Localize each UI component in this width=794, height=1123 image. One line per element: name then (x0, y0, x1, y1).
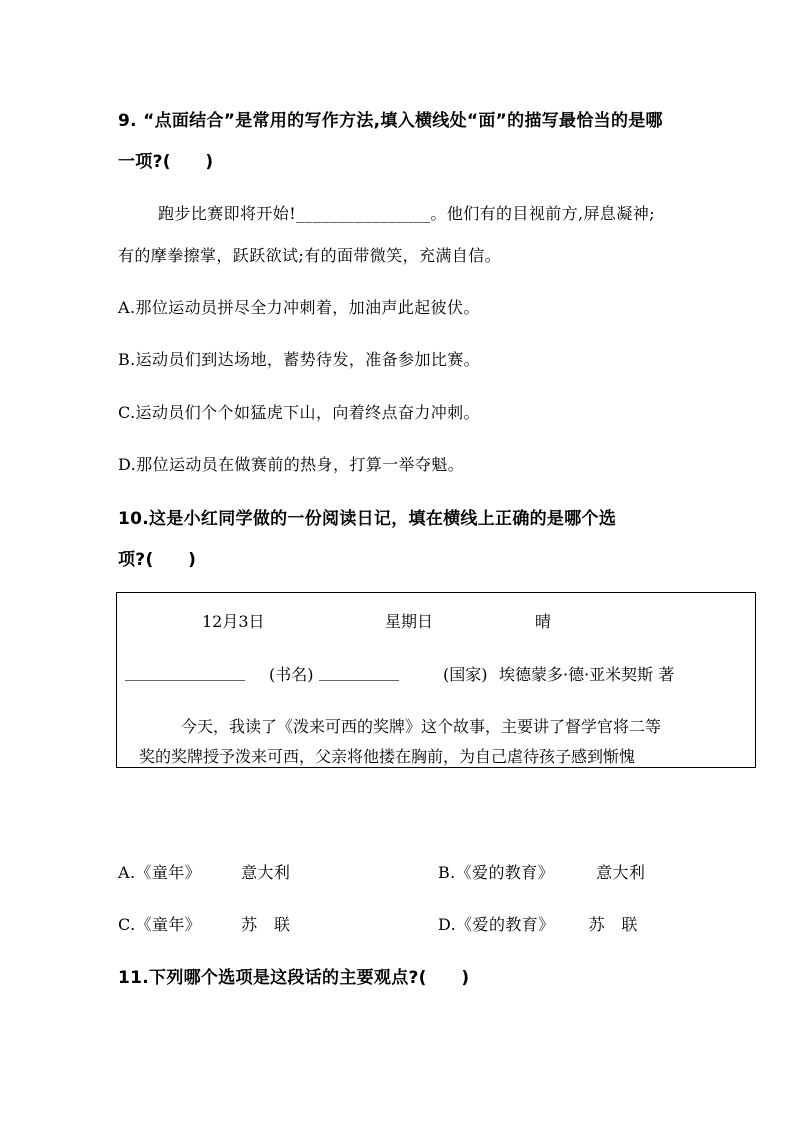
q10-option-d (438, 912, 638, 935)
diary-weekday: 星期日 (385, 612, 434, 631)
q10-option-b-letter: B. (438, 863, 456, 882)
q10-option-b-country: 意大利 (596, 863, 646, 882)
q9-option-c: C.运动员们个个如猛虎下山，向着终点奋力冲刺。 (118, 403, 480, 422)
q10-option-c-letter: C. (118, 915, 136, 934)
diary-body-line1: 今天，我读了《泼来可西的奖牌》这个故事，主要讲了督学官将二等 (181, 717, 662, 736)
q9-option-d: D.那位运动员在做赛前的热身，打算一举夺魁。 (118, 455, 465, 474)
q10-option-b-book: 《爱的教育》 (455, 863, 555, 882)
diary-date: 12月3日 (202, 612, 265, 631)
q10-option-c-country: 苏 联 (241, 915, 291, 934)
q10-option-c (118, 912, 290, 935)
q10-option-a (118, 860, 290, 883)
q10-option-c-book: 《童年》 (135, 915, 202, 934)
diary-body-line2: 奖的奖牌授予泼来可西，父亲将他搂在胸前，为自己虐待孩子感到惭愧 (139, 747, 636, 766)
q9-stem-line2: 一项?( ) (118, 152, 214, 172)
q10-option-a-country: 意大利 (241, 863, 291, 882)
diary-blank-book: _______________ (125, 662, 245, 681)
q10-option-d-country: 苏 联 (588, 915, 638, 934)
q9-passage-line2: 有的摩拳擦掌，跃跃欲试;有的面带微笑，充满自信。 (118, 246, 501, 265)
q10-option-d-book: 《爱的教育》 (456, 915, 555, 934)
q9-stem-line1: 9. “点面结合”是常用的写作方法,填入横线处“面”的描写最恰当的是哪 (118, 111, 663, 131)
q10-stem-line2: 项?( ) (118, 550, 197, 570)
q9-option-a: A.那位运动员拼尽全力冲刺着，加油声此起彼伏。 (118, 298, 480, 317)
q9-passage-line1: 跑步比赛即将开始!________________。他们有的目视前方,屏息凝神; (158, 204, 655, 223)
q10-option-b (438, 860, 645, 883)
q9-option-b: B.运动员们到达场地，蓄势待发，准备参加比赛。 (118, 350, 481, 369)
diary-author: 埃德蒙多·德·亚米契斯 著 (499, 665, 675, 684)
diary-weather: 晴 (535, 612, 552, 631)
q10-stem-line1: 10.这是小红同学做的一份阅读日记，填在横线上正确的是哪个选 (118, 509, 617, 529)
diary-blank-country: __________ (319, 662, 399, 681)
q10-option-a-book: 《童年》 (135, 863, 202, 882)
diary-book-label: (书名) (269, 665, 314, 684)
q10-option-a-letter: A. (118, 863, 136, 882)
q11-stem: 11.下列哪个选项是这段话的主要观点?( ) (118, 968, 470, 988)
q10-option-d-letter: D. (438, 915, 457, 934)
reading-diary-box (116, 592, 756, 768)
diary-country-label: (国家) (443, 665, 488, 684)
